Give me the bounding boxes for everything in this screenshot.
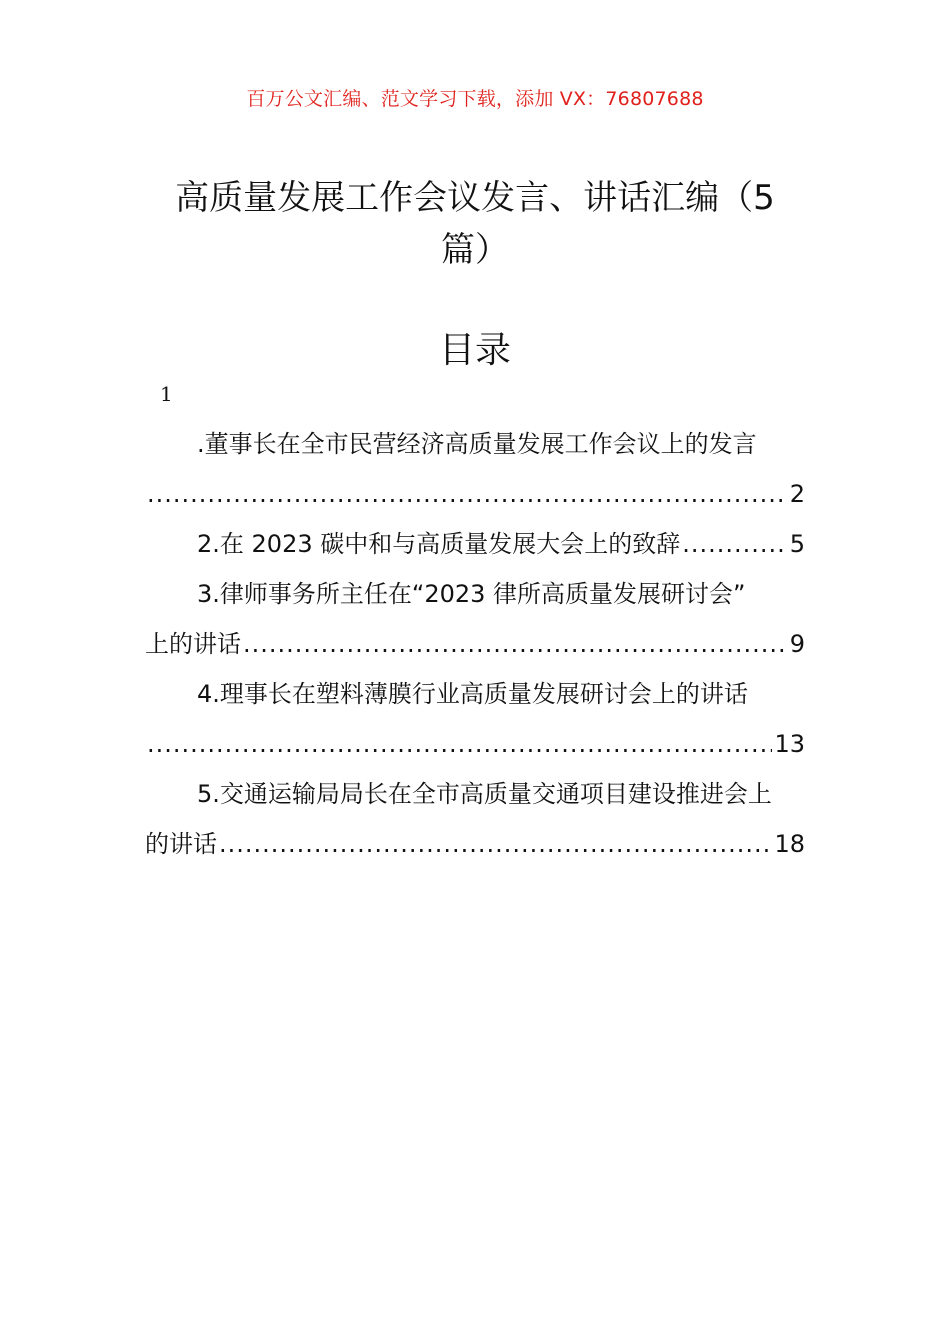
dot-leader: [219, 819, 772, 869]
toc-entry-leader: [145, 519, 805, 569]
toc-entry-4[interactable]: [145, 669, 805, 769]
toc-entry-leader: [145, 619, 805, 669]
toc-page-number: 9: [789, 630, 805, 658]
toc-entry-title-continued: 的讲话: [145, 830, 217, 858]
dot-leader: [243, 619, 788, 669]
toc-entry-title: .董事长在全市民营经济高质量发展工作会议上的发言: [197, 430, 757, 458]
toc-entry-leader: [145, 469, 805, 519]
footnote-marker: 1: [160, 382, 173, 406]
toc-heading: 目录: [438, 330, 511, 371]
toc-entry-1[interactable]: [145, 419, 805, 519]
toc-page-number: 18: [774, 830, 805, 858]
dot-leader: [147, 719, 772, 769]
toc-entry-leader: [145, 719, 805, 769]
toc-page-number: 5: [789, 530, 805, 558]
document-title: 高质量发展工作会议发言、讲话汇编（5篇）: [175, 178, 775, 270]
toc-entry-2[interactable]: [145, 519, 805, 569]
toc-entry-3[interactable]: [145, 569, 805, 669]
toc-entry-title: 4.理事长在塑料薄膜行业高质量发展研讨会上的讲话: [197, 680, 748, 708]
toc-entry-title-continued: 上的讲话: [145, 630, 241, 658]
table-of-contents: [145, 419, 805, 869]
toc-entry-title: 5.交通运输局局长在全市高质量交通项目建设推进会上: [197, 780, 772, 808]
toc-page-number: 2: [789, 480, 805, 508]
dot-leader: [147, 469, 788, 519]
toc-entry-5[interactable]: [145, 769, 805, 869]
watermark-banner: 百万公文汇编、范文学习下载，添加 VX：76807688: [246, 88, 704, 110]
dot-leader: [682, 519, 787, 569]
toc-entry-title: 2.在 2023 碳中和与高质量发展大会上的致辞: [197, 530, 681, 558]
toc-page-number: 13: [774, 730, 805, 758]
toc-entry-leader: [145, 819, 805, 869]
toc-entry-title: 3.律师事务所主任在“2023 律所高质量发展研讨会”: [197, 580, 746, 608]
